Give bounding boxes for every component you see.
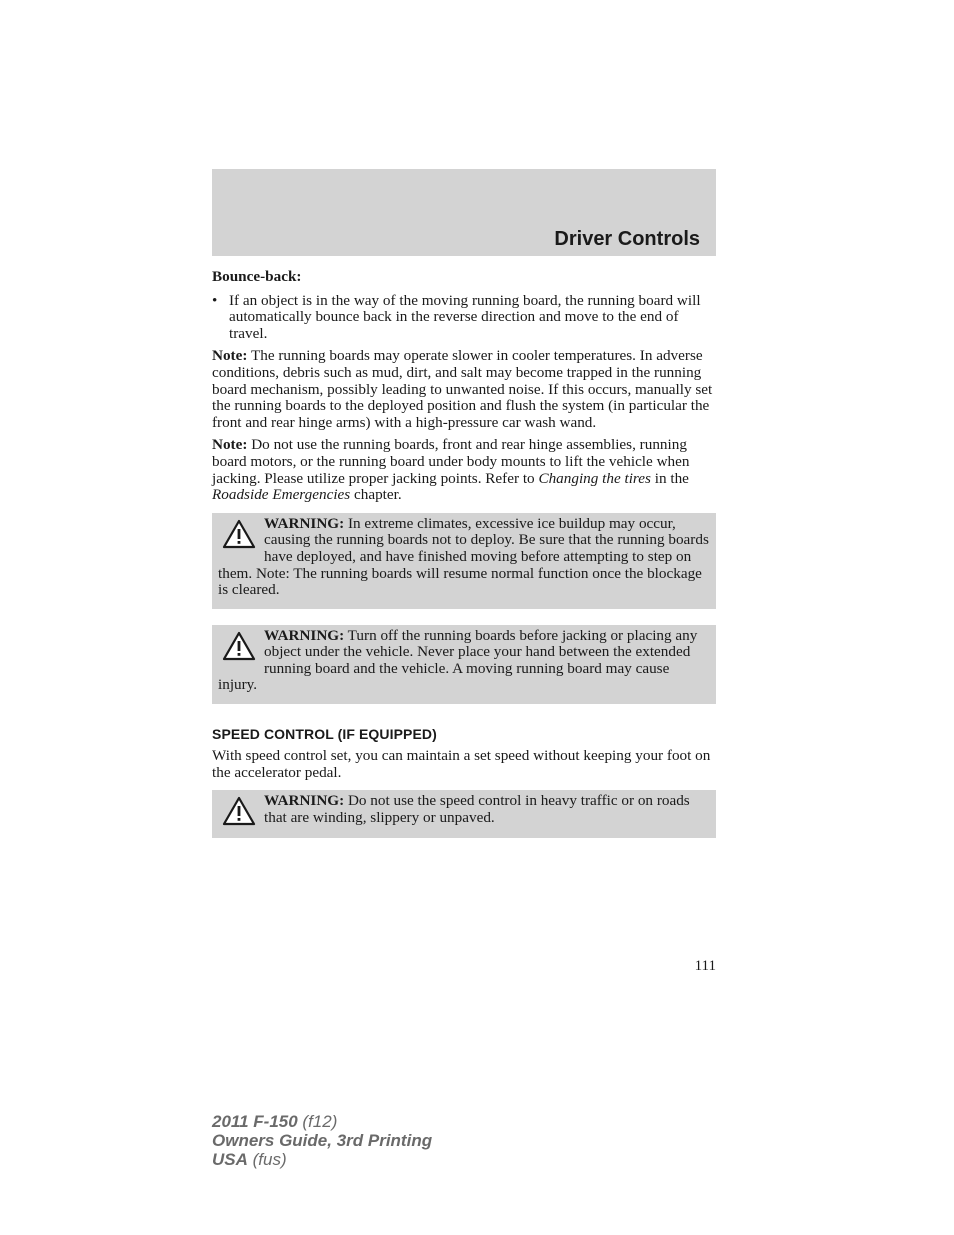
note-jacking bbox=[212, 437, 716, 503]
section-title-speed-control: SPEED CONTROL (IF EQUIPPED) bbox=[212, 726, 437, 743]
bounce-back-bullet bbox=[212, 293, 716, 343]
note-text: chapter. bbox=[350, 486, 402, 504]
footer-line-market: USA (fus) bbox=[212, 1150, 287, 1169]
note-cold-temperatures bbox=[212, 348, 716, 431]
warning-triangle-icon bbox=[222, 519, 256, 551]
document-footer bbox=[212, 1112, 432, 1169]
reference-changing-tires: Changing the tires bbox=[538, 469, 651, 487]
page-content bbox=[212, 266, 716, 838]
note-label: Note: bbox=[212, 347, 248, 365]
footer-line-printing: Owners Guide, 3rd Printing bbox=[212, 1131, 433, 1150]
reference-roadside-emergencies: Roadside Emergencies bbox=[212, 486, 351, 504]
warning-text: Turn off the running boards before jacking or placing any object under the vehicle. Never place your hand between the extended running board and the vehicle. A moving running board may cause injury. bbox=[218, 626, 698, 694]
warning-triangle-icon bbox=[222, 796, 256, 828]
note-text: The running boards may operate slower in cooler temperatures. In adverse conditions, debris such as mud, dirt, and salt may become trapped in the running board mechanism, possibly leading to unwanted noise. If this occurs, manually set the running boards to the deployed position and flush the system (in particular the front and rear hinge arms) with a high-pressure car wash wand. bbox=[212, 347, 713, 431]
warning-label: WARNING: bbox=[264, 792, 345, 810]
bullet-dot: • bbox=[212, 291, 218, 309]
chapter-title: Driver Controls bbox=[554, 228, 700, 250]
footer-line-model: 2011 F-150 (f12) bbox=[212, 1112, 338, 1131]
bullet-text: If an object is in the way of the moving running board, the running board will automatically bounce back in the reverse direction and move to the end of travel. bbox=[229, 291, 701, 342]
warning-text: Do not use the speed control in heavy traffic or on roads that are winding, slippery or unpaved. bbox=[264, 792, 690, 826]
warning-label: WARNING: bbox=[264, 514, 345, 532]
warning-box-ice-buildup bbox=[212, 513, 716, 609]
warning-box-jacking bbox=[212, 625, 716, 704]
warning-box-speed-control bbox=[212, 790, 716, 838]
warning-label: WARNING: bbox=[264, 626, 345, 644]
warning-text: In extreme climates, excessive ice buildup may occur, causing the running boards not to deploy. Be sure that the running boards have deployed, and have finished moving before attempting to step on them. Note: The running boards will resume normal function once the blockage is cleared. bbox=[218, 514, 709, 599]
speed-control-description: With speed control set, you can maintain a set speed without keeping your foot on the accelerator pedal. bbox=[212, 747, 711, 781]
warning-triangle-icon bbox=[222, 631, 256, 663]
bounce-back-heading: Bounce-back: bbox=[212, 268, 302, 285]
note-text: Do not use the running boards, front and rear hinge assemblies, running board motors, or the running board under body mounts to lift the vehicle when jacking. Please utilize proper jacking points. Refer to bbox=[212, 436, 690, 487]
chapter-header-band bbox=[212, 169, 716, 256]
note-text: in the bbox=[650, 469, 689, 487]
note-label: Note: bbox=[212, 436, 248, 454]
page-number: 111 bbox=[694, 958, 716, 974]
